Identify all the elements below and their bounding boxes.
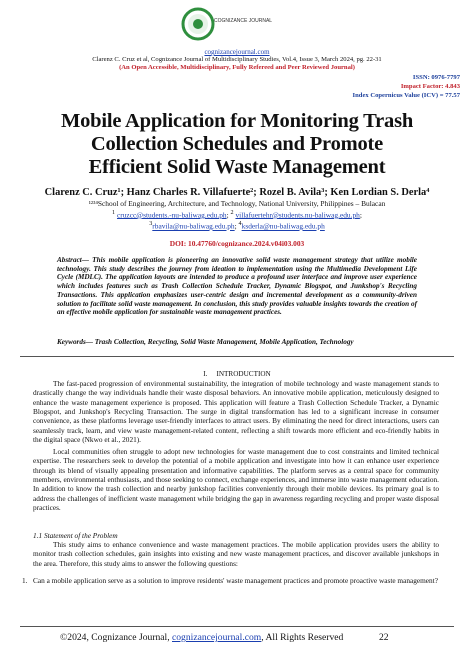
citation-line: Clarenz C. Cruz et al, Cognizance Journal of Multidisciplinary Studies, Vol.4, Issue 3, March 2024, pg. 22-31 (92, 56, 382, 63)
question-number: 1. (22, 576, 28, 585)
doi[interactable]: DOI: 10.47760/cognizance.2024.v04i03.003 (169, 239, 305, 248)
logo-text: COGNIZANCE JOURNAL (214, 18, 273, 24)
subsection-heading: 1.1 Statement of the Problem (33, 531, 118, 540)
affiliation-block: ¹²³⁴School of Engineering, Architecture, and Technology, National University, Philippines – Bulacan $^1$ cruzcc@students.-nu-baliwag.edu.ph; $^2$ villafuertehr@students.nu-baliwag.edu.ph; $^3$rbavila@nu-baliwag.edu.ph; $^4$ksderla@nu-baliwag.edu.ph (0, 200, 474, 231)
intro-paragraph-2: Local communities often struggle to adopt new technologies for waste management due to cost constraints and limited technical expertise. The researchers seek to develop the potential of a mobile application and investigate into how it can enhance user experience through its blend of visually appealing presentation and informative capabilities. The platform serves as a central space for community members, environmental enthusiasts, and those seeking to connect, exchange experiences, and immerse into waste management education. In addition to know the trash collection and nearby junkshop facilities conveniently through their mobile devices. Its primary goal is to address the challenges of inefficient waste management while bridging the gap in awareness regarding recycling and proper waste disposal practices. (33, 447, 439, 513)
section-heading: I. INTRODUCTION (203, 370, 271, 378)
access-line: (An Open Accessible, Multidisciplinary, Fully Refereed and Peer Reviewed Journal) (119, 64, 355, 71)
impact-factor: Impact Factor: 4.843 (400, 83, 460, 90)
abstract: Abstract— This mobile application is pioneering an innovative solid waste management strategy that utilize mobile technology. This study describes the journey from ideation to implementation using the Multimedia Development Life Cycle (MDLC). The application layouts are intended to produce a profound user interface and improve user experience which includes features such as Trash Collection Schedule Tracker, Dynamic Blogspot, and Junkshop's Recycling Transactions. This application emphasizes user-centric design and incremental development as a community-driven solution to facilitate solid waste management. In conclusion, this study provides valuable insights towards the creation of an effective mobile application for sustainable waste management practices. (57, 256, 417, 317)
email-3[interactable]: rbavila@nu-baliwag.edu.ph (152, 221, 235, 231)
footer-copyright: ©2024, Cognizance Journal, cognizancejournal.com, All Rights Reserved (60, 632, 344, 643)
journal-logo (180, 4, 273, 48)
issn: ISSN: 0976-7797 (412, 74, 460, 81)
affiliation: ¹²³⁴School of Engineering, Architecture, and Technology, National University, Philippines – Bulacan (88, 199, 386, 208)
authors: Clarenz C. Cruz¹; Hanz Charles R. Villafuerte²; Rozel B. Avila³; Ken Lordian S. Derla⁴ (44, 187, 430, 198)
keywords: Keywords— Trash Collection, Recycling, Solid Waste Management, Mobile Application, Technology (57, 338, 354, 346)
problem-paragraph: This study aims to enhance convenience and waste management practices. The mobile application provides users the ability to monitor trash collection schedules, gain insights into existing and new waste management practices, and discover available junkshops in the area. Therefore, this study aims to answer the following questions: (33, 540, 439, 568)
page-number: 22 (379, 632, 389, 643)
email-4[interactable]: ksderla@nu-baliwag.edu.ph (241, 221, 325, 231)
footer-link[interactable]: cognizancejournal.com (172, 632, 262, 643)
email-1[interactable]: cruzcc@students.-nu-baliwag.edu.ph (116, 210, 227, 220)
index-copernicus: Index Copernicus Value (ICV) = 77.57 (352, 92, 460, 99)
question-1: Can a mobile application serve as a solution to improve residents' waste management practices and promote proactive waste management? (33, 576, 438, 585)
footer-divider (20, 626, 454, 627)
journal-url[interactable]: cognizancejournal.com (204, 48, 270, 56)
email-2[interactable]: villafuertehr@students.nu-baliwag.edu.ph (235, 210, 360, 220)
section-divider (20, 356, 454, 357)
paper-title: Mobile Application for Monitoring Trash Collection Schedules and Promote Efficient Solid Waste Management (60, 110, 414, 178)
intro-paragraph-1: The fast-paced progression of environmental sustainability, the integration of mobile technology and waste management stands to drastically change the way individuals handle their waste disposal behaviors. An innovative mobile application, meticulously designed to enhance the waste management experience is proposed. This application will feature a Trash Collection Schedule Tracker, a Dynamic Blogspot, and Junkshop's Recycling Transaction. The surge in digital transformation has led to a significant increase in consumer convenience, as these platforms leverage user-friendly interfaces to attract users. By eliminating the need for direct interactions, users can seamlessly track, learn, and view waste management-related content, reflecting a shift towards more efficient and eco-friendly habits in the digital space (Nkwo et al., 2021). (33, 379, 439, 445)
